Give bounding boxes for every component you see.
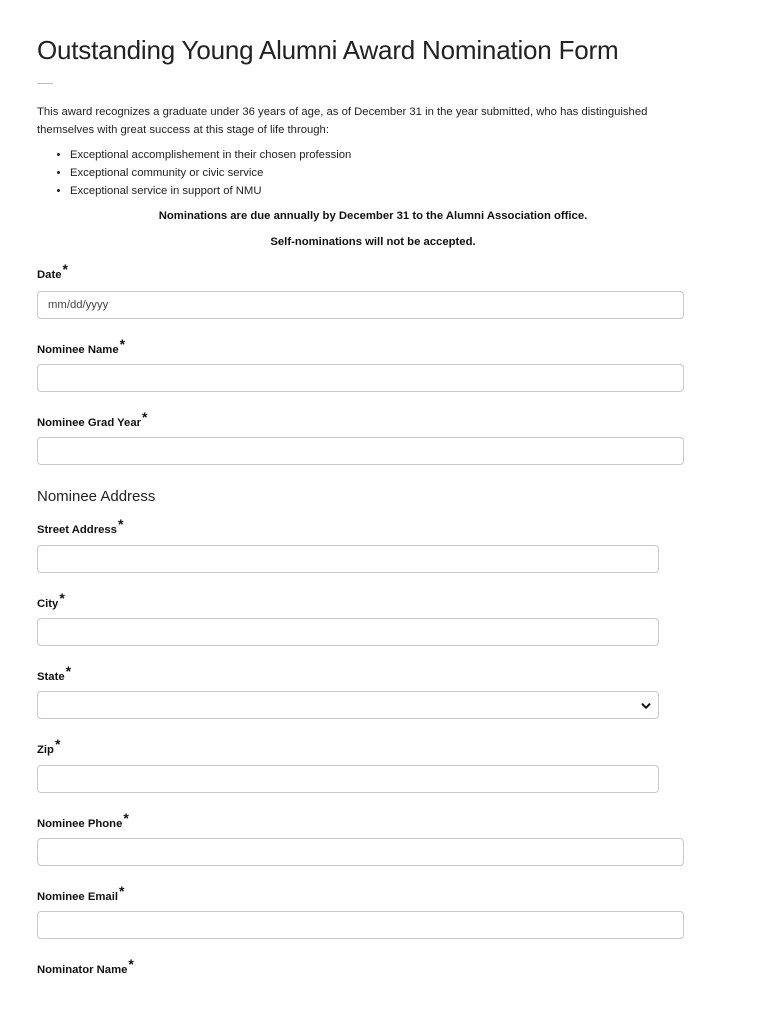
- self-nomination-notice: Self-nominations will not be accepted.: [270, 236, 476, 248]
- nominee-name-input[interactable]: [37, 364, 684, 392]
- nominee-grad-year-input[interactable]: [37, 437, 684, 465]
- required-marker: *: [62, 261, 68, 277]
- zip-input[interactable]: [37, 765, 659, 793]
- nominee-address-heading: Nominee Address: [37, 488, 156, 505]
- date-label: Date*: [37, 261, 68, 281]
- required-marker: *: [119, 336, 126, 352]
- required-marker: *: [59, 590, 65, 606]
- nominee-email-input[interactable]: [37, 911, 684, 939]
- title-divider: [37, 83, 53, 84]
- date-placeholder: mm/dd/yyyy: [48, 299, 109, 311]
- required-marker: *: [54, 736, 61, 752]
- date-input[interactable]: [37, 291, 684, 319]
- required-marker: *: [142, 409, 148, 425]
- required-marker: *: [65, 663, 72, 679]
- street-address-label: Street Address*: [37, 516, 124, 536]
- nominee-name-label: Nominee Name*: [37, 336, 126, 356]
- criteria-list: [37, 146, 351, 200]
- page-title: Outstanding Young Alumni Award Nomination Form: [37, 35, 619, 65]
- required-marker: *: [117, 516, 124, 532]
- state-label: State*: [37, 663, 72, 683]
- nominee-phone-input[interactable]: [37, 838, 684, 866]
- nominee-email-label: Nominee Email*: [37, 883, 125, 903]
- due-date-notice: Nominations are due annually by December 31 to the Alumni Association office.: [158, 210, 588, 222]
- street-address-input[interactable]: [37, 545, 659, 573]
- intro-text: This award recognizes a graduate under 36 years of age, as of December 31 in the year submitted, who has distinguished themselves with great success at this stage of life through:: [37, 106, 648, 136]
- required-marker: *: [123, 810, 129, 826]
- list-item: • Exceptional community or civic service: [70, 164, 351, 182]
- nominee-grad-year-label: Nominee Grad Year*: [37, 409, 148, 429]
- required-marker: *: [128, 956, 134, 972]
- city-input[interactable]: [37, 618, 659, 646]
- state-select[interactable]: [37, 691, 659, 719]
- nominee-phone-label: Nominee Phone*: [37, 810, 129, 830]
- list-item: • Exceptional service in support of NMU: [70, 182, 351, 200]
- zip-label: Zip*: [37, 736, 61, 756]
- nominator-name-label: Nominator Name*: [37, 956, 134, 976]
- chevron-down-icon: [640, 700, 652, 712]
- list-item: • Exceptional accomplishement in their chosen profession: [70, 146, 351, 164]
- required-marker: *: [119, 883, 125, 899]
- city-label: City*: [37, 590, 65, 610]
